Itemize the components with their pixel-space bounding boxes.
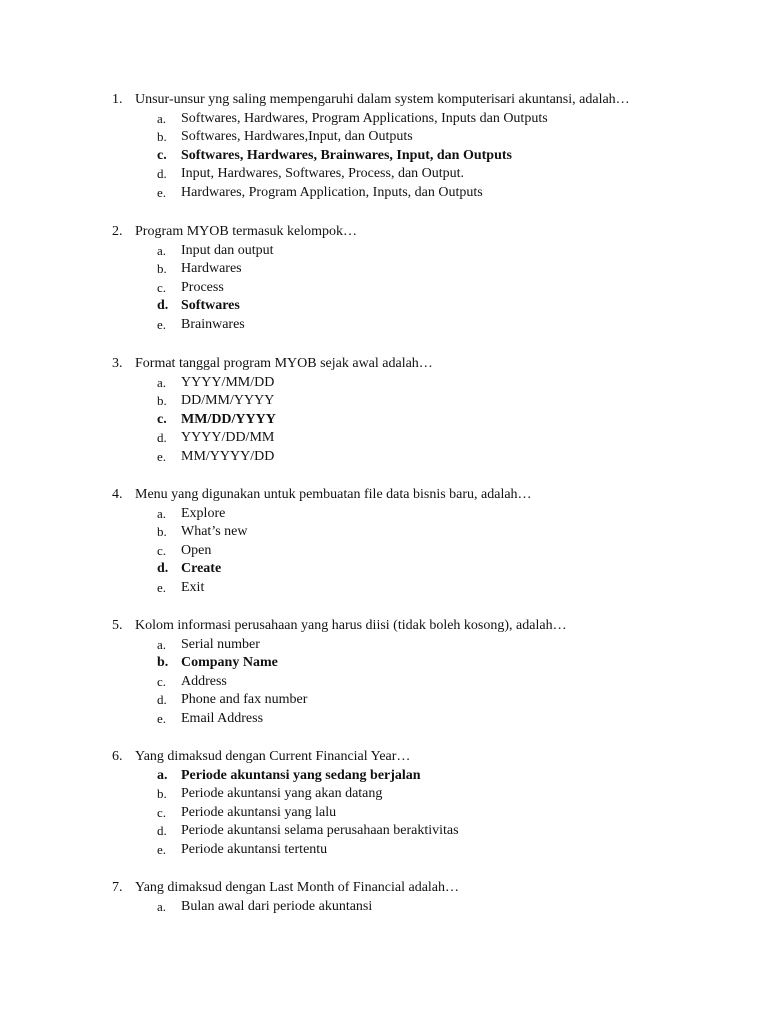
question-7 bbox=[112, 879, 732, 916]
option-item bbox=[112, 542, 732, 561]
question-stem bbox=[112, 91, 732, 110]
option-item bbox=[112, 429, 732, 448]
question-number: 5. bbox=[112, 618, 123, 633]
option-letter: e. bbox=[157, 448, 167, 464]
option-letter: a. bbox=[157, 767, 168, 783]
option-item bbox=[112, 242, 732, 261]
option-item bbox=[112, 691, 732, 710]
question-number: 2. bbox=[112, 224, 123, 239]
option-text: MM/DD/YYYY bbox=[181, 411, 276, 427]
option-text: Explore bbox=[181, 505, 226, 521]
question-number: 4. bbox=[112, 487, 123, 502]
option-text: Bulan awal dari periode akuntansi bbox=[181, 898, 373, 914]
question-text: Menu yang digunakan untuk pembuatan file data bisnis baru, adalah… bbox=[135, 487, 532, 502]
question-number: 6. bbox=[112, 749, 123, 764]
option-item bbox=[112, 411, 732, 430]
option-item bbox=[112, 767, 732, 786]
option-text: Periode akuntansi yang sedang berjalan bbox=[181, 767, 421, 783]
option-item bbox=[112, 560, 732, 579]
option-item bbox=[112, 110, 732, 129]
option-text: Periode akuntansi yang akan datang bbox=[181, 786, 383, 802]
option-item bbox=[112, 822, 732, 841]
option-list bbox=[112, 505, 732, 598]
option-text: Create bbox=[181, 561, 222, 577]
option-list bbox=[112, 374, 732, 467]
option-item bbox=[112, 128, 732, 147]
option-item bbox=[112, 147, 732, 166]
option-letter: b. bbox=[157, 261, 167, 277]
option-text: Exit bbox=[181, 579, 205, 595]
option-letter: b. bbox=[157, 129, 167, 145]
question-3 bbox=[112, 355, 732, 467]
option-text: MM/YYYY/DD bbox=[181, 448, 275, 464]
question-number: 7. bbox=[112, 880, 123, 895]
question-text: Program MYOB termasuk kelompok… bbox=[135, 224, 358, 239]
option-letter: a. bbox=[157, 110, 167, 126]
option-letter: e. bbox=[157, 710, 167, 726]
option-letter: c. bbox=[157, 279, 167, 295]
option-text: Hardwares, Program Application, Inputs, dan Outputs bbox=[181, 184, 483, 200]
option-item bbox=[112, 165, 732, 184]
option-letter: a. bbox=[157, 242, 167, 258]
option-text: Softwares, Hardwares, Brainwares, Input, dan Outputs bbox=[181, 147, 512, 163]
option-item bbox=[112, 184, 732, 203]
option-item bbox=[112, 523, 732, 542]
question-stem bbox=[112, 223, 732, 242]
option-letter: d. bbox=[157, 298, 169, 314]
option-text: Hardwares bbox=[181, 261, 242, 277]
question-text: Unsur-unsur yng saling mempengaruhi dalam system komputerisari akuntansi, adalah… bbox=[135, 92, 630, 107]
question-text: Kolom informasi perusahaan yang harus diisi (tidak boleh kosong), adalah… bbox=[135, 618, 567, 633]
option-list bbox=[112, 110, 732, 203]
option-letter: a. bbox=[157, 505, 167, 521]
option-text: Address bbox=[181, 673, 227, 689]
option-letter: a. bbox=[157, 636, 167, 652]
question-text: Yang dimaksud dengan Last Month of Financial adalah… bbox=[135, 880, 460, 895]
option-item bbox=[112, 785, 732, 804]
question-stem bbox=[112, 617, 732, 636]
option-item bbox=[112, 505, 732, 524]
option-item bbox=[112, 448, 732, 467]
option-letter: b. bbox=[157, 393, 167, 409]
option-text: Company Name bbox=[181, 655, 278, 671]
option-letter: c. bbox=[157, 804, 167, 820]
option-text: YYYY/DD/MM bbox=[181, 430, 275, 446]
option-item bbox=[112, 654, 732, 673]
option-text: Phone and fax number bbox=[181, 692, 308, 708]
option-letter: c. bbox=[157, 147, 167, 163]
option-text: Softwares bbox=[181, 298, 240, 314]
question-stem bbox=[112, 486, 732, 505]
option-letter: c. bbox=[157, 542, 167, 558]
option-item bbox=[112, 392, 732, 411]
option-letter: c. bbox=[157, 411, 167, 427]
option-item bbox=[112, 673, 732, 692]
question-5 bbox=[112, 617, 732, 729]
option-text: What’s new bbox=[181, 524, 248, 540]
question-4 bbox=[112, 486, 732, 598]
question-1 bbox=[112, 91, 732, 203]
option-text: DD/MM/YYYY bbox=[181, 393, 275, 409]
option-text: Input dan output bbox=[181, 242, 274, 258]
option-text: Softwares, Hardwares,Input, dan Outputs bbox=[181, 129, 413, 145]
option-letter: e. bbox=[157, 184, 167, 200]
question-stem bbox=[112, 879, 732, 898]
option-text: Input, Hardwares, Softwares, Process, dan Output. bbox=[181, 166, 465, 182]
option-list bbox=[112, 767, 732, 860]
option-item bbox=[112, 841, 732, 860]
option-letter: a. bbox=[157, 898, 167, 914]
option-item bbox=[112, 898, 732, 917]
option-letter: b. bbox=[157, 786, 167, 802]
option-item bbox=[112, 297, 732, 316]
option-text: Softwares, Hardwares, Program Applications, Inputs dan Outputs bbox=[181, 110, 548, 126]
option-item bbox=[112, 636, 732, 655]
option-letter: d. bbox=[157, 430, 167, 446]
question-stem bbox=[112, 355, 732, 374]
question-2 bbox=[112, 223, 732, 335]
option-item bbox=[112, 260, 732, 279]
option-letter: e. bbox=[157, 841, 167, 857]
option-list bbox=[112, 636, 732, 729]
option-letter: d. bbox=[157, 692, 167, 708]
option-item bbox=[112, 279, 732, 298]
option-letter: b. bbox=[157, 524, 167, 540]
option-letter: d. bbox=[157, 166, 167, 182]
option-letter: b. bbox=[157, 655, 169, 671]
option-text: YYYY/MM/DD bbox=[181, 374, 275, 390]
option-text: Email Address bbox=[181, 710, 264, 726]
option-letter: e. bbox=[157, 579, 167, 595]
option-text: Periode akuntansi selama perusahaan beraktivitas bbox=[181, 823, 459, 839]
option-item bbox=[112, 579, 732, 598]
question-6 bbox=[112, 748, 732, 860]
option-letter: e. bbox=[157, 316, 167, 332]
option-text: Process bbox=[181, 279, 224, 295]
option-text: Serial number bbox=[181, 636, 260, 652]
option-item bbox=[112, 374, 732, 393]
option-text: Periode akuntansi yang lalu bbox=[181, 804, 337, 820]
option-list bbox=[112, 242, 732, 335]
option-item bbox=[112, 316, 732, 335]
question-number: 1. bbox=[112, 92, 123, 107]
question-text: Yang dimaksud dengan Current Financial Year… bbox=[135, 749, 411, 764]
option-letter: d. bbox=[157, 823, 167, 839]
option-letter: c. bbox=[157, 673, 167, 689]
option-letter: d. bbox=[157, 561, 169, 577]
option-item bbox=[112, 710, 732, 729]
option-text: Open bbox=[181, 542, 212, 558]
option-text: Brainwares bbox=[181, 316, 245, 332]
option-letter: a. bbox=[157, 374, 167, 390]
option-text: Periode akuntansi tertentu bbox=[181, 841, 328, 857]
option-item bbox=[112, 804, 732, 823]
option-list bbox=[112, 898, 732, 917]
question-stem bbox=[112, 748, 732, 767]
question-number: 3. bbox=[112, 356, 123, 371]
question-text: Format tanggal program MYOB sejak awal adalah… bbox=[135, 356, 433, 371]
